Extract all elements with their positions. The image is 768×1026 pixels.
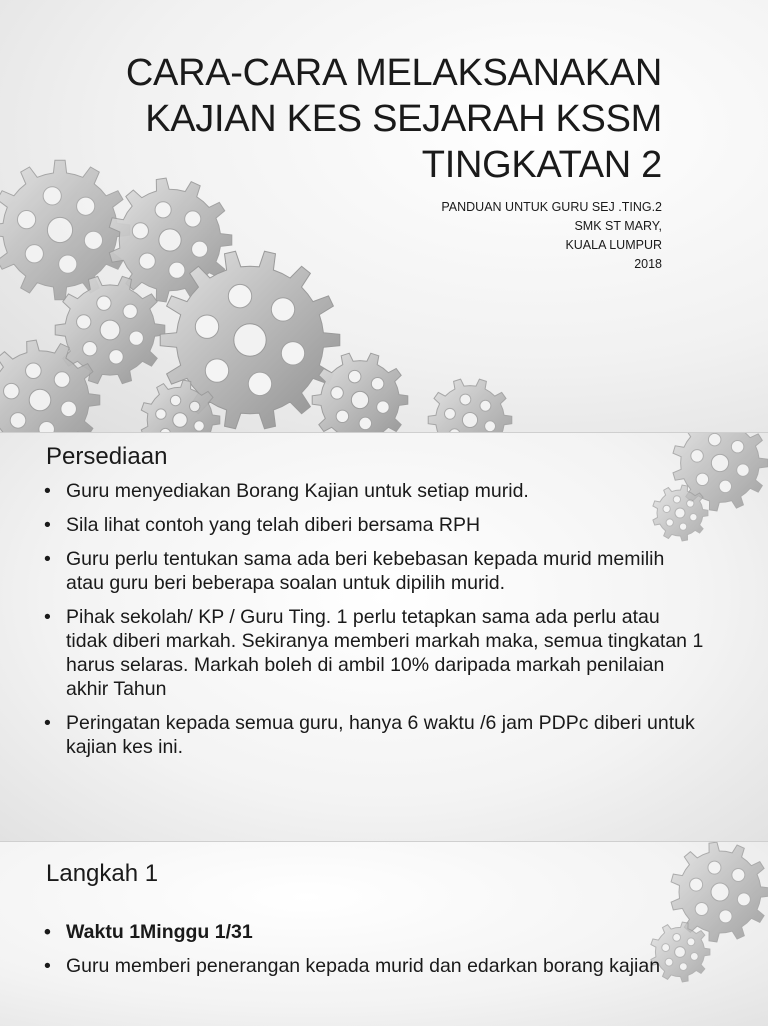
title-slide xyxy=(0,0,768,432)
bullet-list xyxy=(44,479,704,769)
subtitle-line: 2018 xyxy=(634,257,662,271)
bullet-item: • Sila lihat contoh yang telah diberi bersama RPH xyxy=(44,513,704,537)
persediaan-slide xyxy=(0,433,768,841)
gear-shape xyxy=(312,353,408,432)
gear-shape xyxy=(428,379,512,432)
bullet-item: • Waktu 1Minggu 1/31 xyxy=(44,920,704,944)
presentation-title xyxy=(126,50,662,188)
section-heading: Langkah 1 xyxy=(46,860,159,887)
title-line: TINGKATAN 2 xyxy=(421,144,662,186)
subtitle xyxy=(126,198,662,274)
section-heading: Persediaan xyxy=(46,443,168,470)
subtitle-line: KUALA LUMPUR xyxy=(565,238,662,252)
bullet-list xyxy=(44,920,704,988)
bullet-item: • Pihak sekolah/ KP / Guru Ting. 1 perlu tetapkan sama ada perlu atau tidak diberi markah. Sekiranya memberi markah maka, semua tingkatan 1 harus selaras. Markah boleh di ambil 10% daripada markah penilaian akhir Tahun xyxy=(44,605,704,701)
bullet-item: • Guru menyediakan Borang Kajian untuk setiap murid. xyxy=(44,479,704,503)
bullet-item: • Peringatan kepada semua guru, hanya 6 waktu /6 jam PDPc diberi untuk kajian kes ini. xyxy=(44,711,704,759)
bullet-item: • Guru perlu tentukan sama ada beri kebebasan kepada murid memilih atau guru beri beberapa soalan untuk dipilih murid. xyxy=(44,547,704,595)
title-line: CARA-CARA MELAKSANAKAN xyxy=(125,52,662,94)
subtitle-line: PANDUAN UNTUK GURU SEJ .TING.2 xyxy=(441,200,662,214)
bullet-item: • Guru memberi penerangan kepada murid dan edarkan borang kajian xyxy=(44,954,704,978)
title-line: KAJIAN KES SEJARAH KSSM xyxy=(145,98,662,140)
subtitle-line: SMK ST MARY, xyxy=(574,219,662,233)
gear-shape xyxy=(0,160,130,300)
title-block xyxy=(126,50,662,274)
langkah-slide xyxy=(0,842,768,1026)
